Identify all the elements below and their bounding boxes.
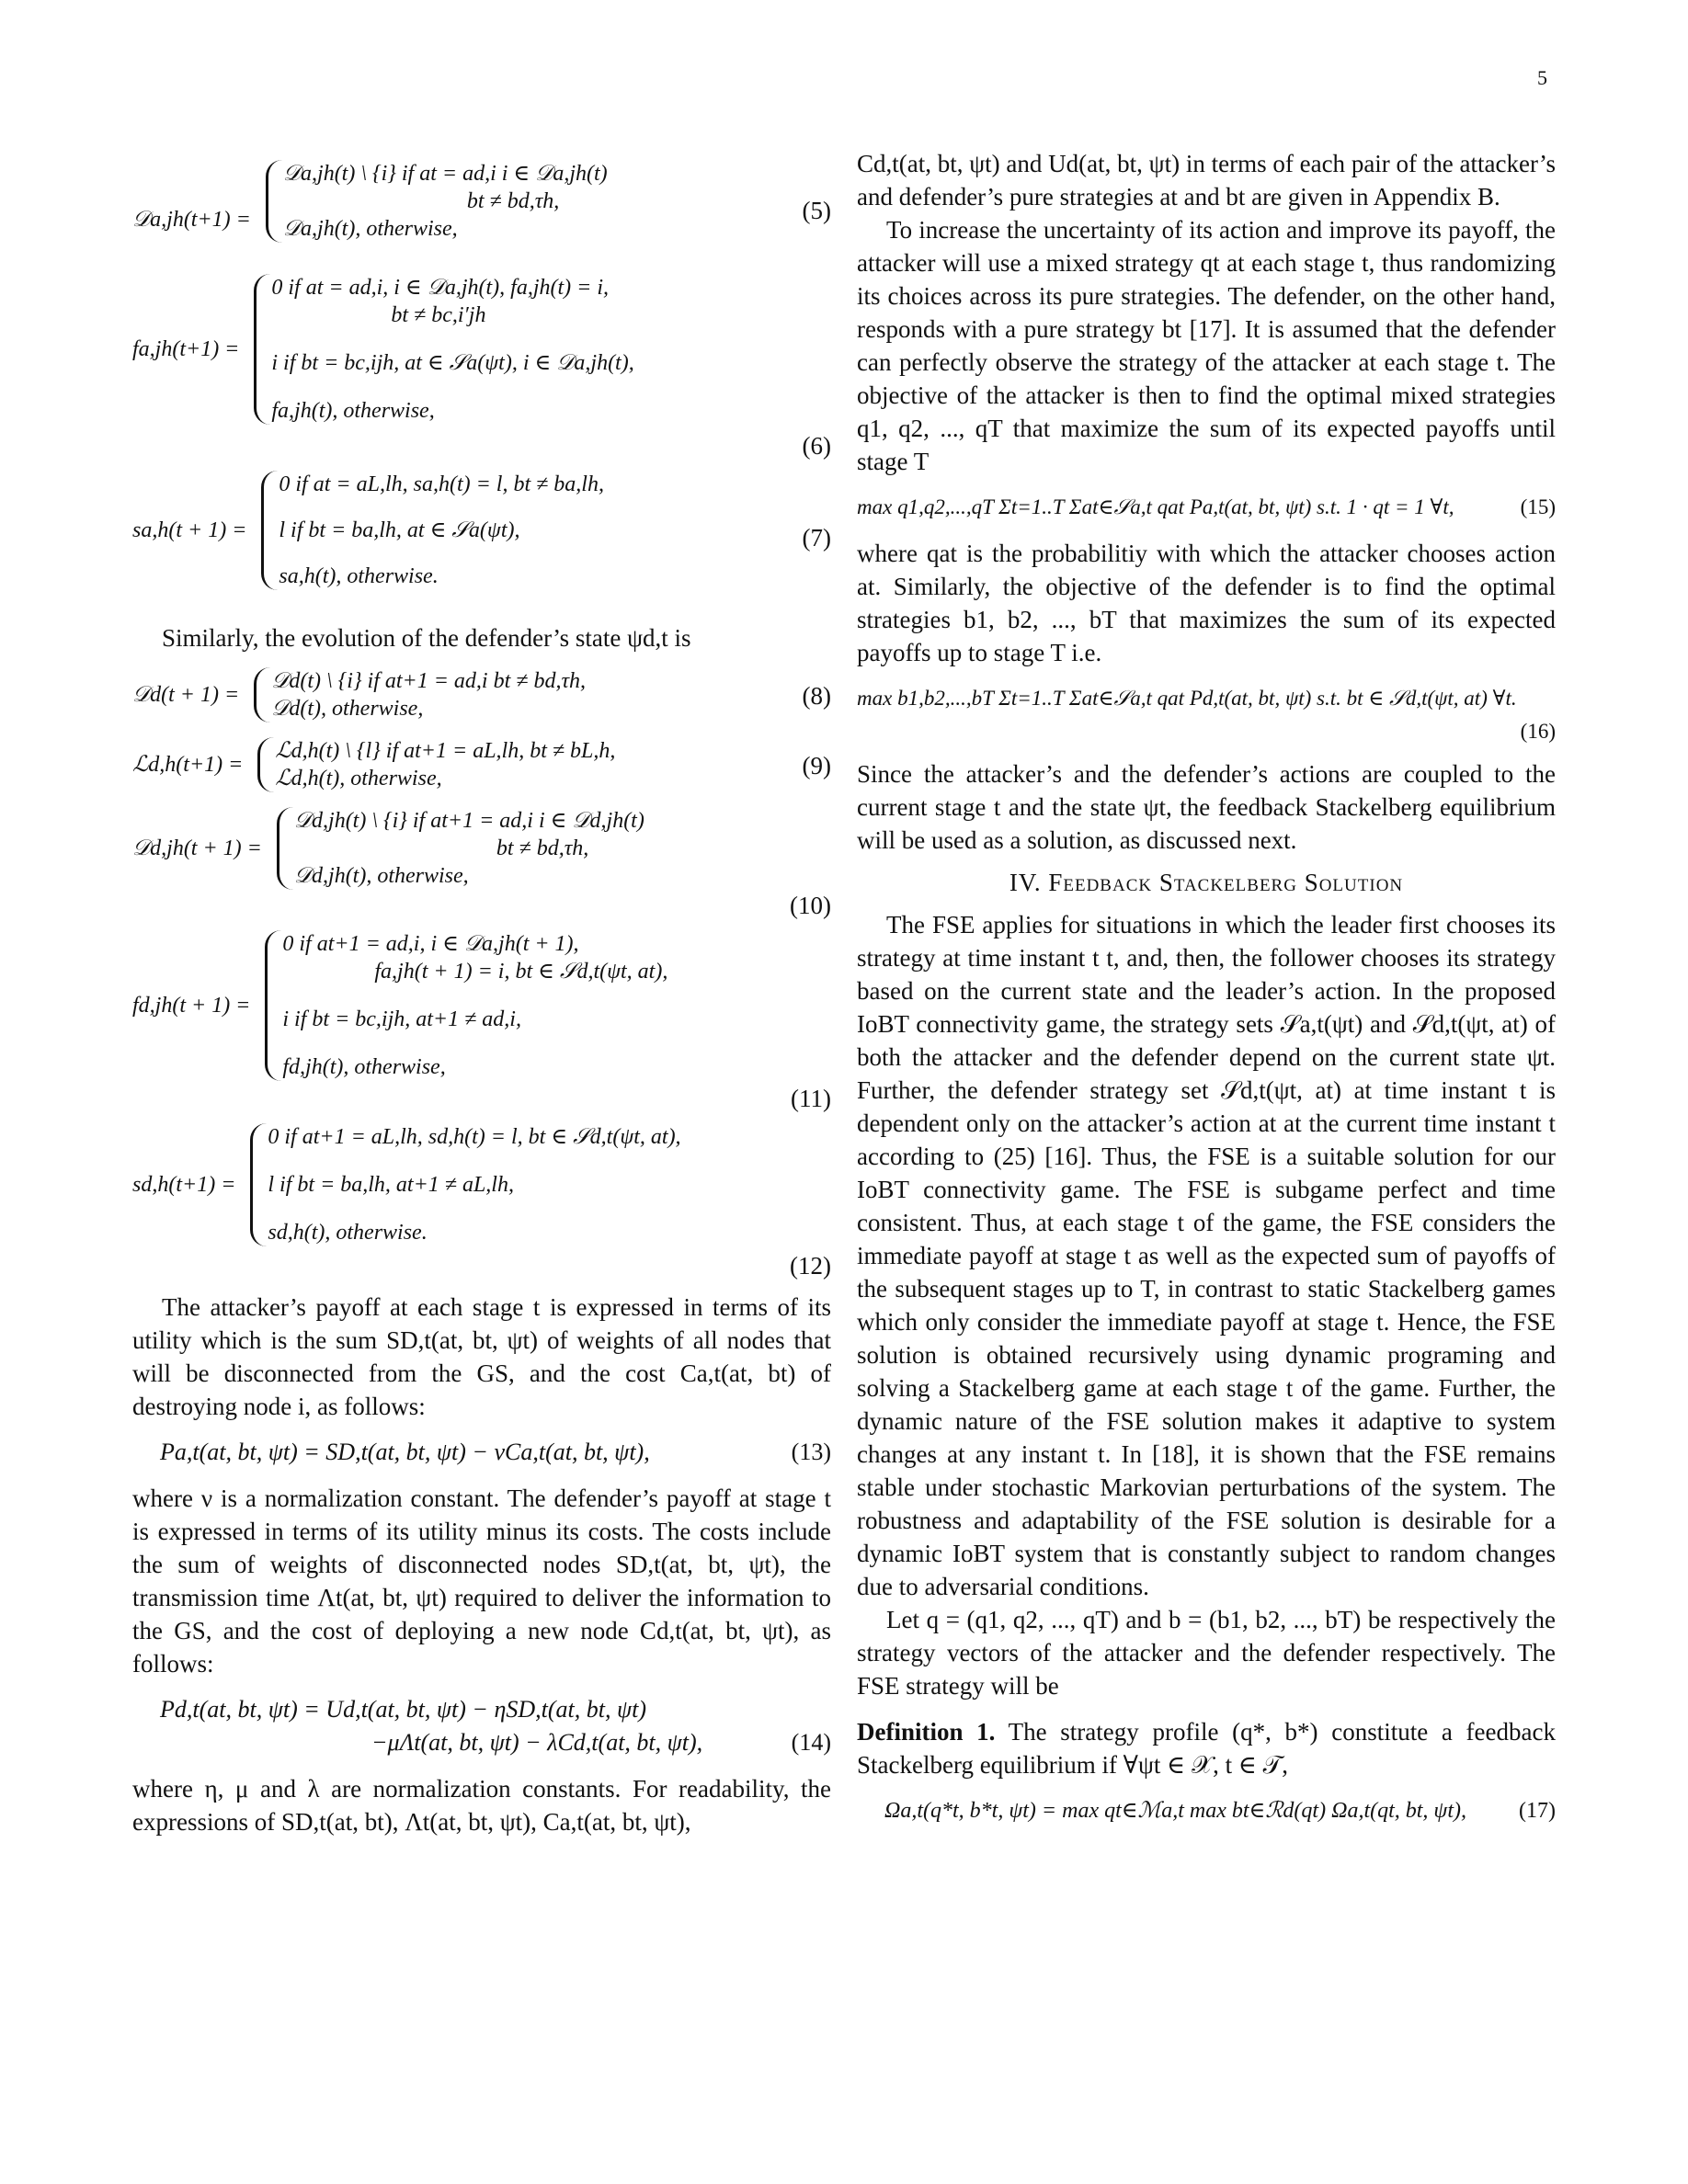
- eq11-row: 0 if at+1 = ad,i, i ∈ 𝒟a,jh(t + 1),: [282, 932, 579, 956]
- eq7-cases: [261, 471, 604, 590]
- equation-16: [857, 682, 1556, 745]
- eq11-number: (11): [791, 1085, 831, 1112]
- eq11-row: fa,jh(t + 1) = i, bt ∈ 𝒮d,t(ψt, at),: [374, 960, 668, 984]
- paragraph-since: Since the attacker’s and the defender’s actions are coupled to the current stage t and the state ψt, the feedback Stackelberg equilibrium will be used as a solution, as discussed next.: [857, 760, 1556, 854]
- eq12-lhs: sd,h(t+1) =: [132, 1173, 236, 1197]
- eq6-number: (6): [802, 432, 831, 460]
- eq8-cases: [254, 667, 586, 722]
- eq10-row: 𝒟d,jh(t), otherwise,: [293, 864, 469, 888]
- definition-text: The strategy profile (q*, b*) constitute a feedback Stackelberg equilibrium if ∀ψt ∈ 𝒳, t ∈ 𝒯,: [857, 1718, 1556, 1779]
- eq5-row: 𝒟a,jh(t) \ {i} if at = ad,i i ∈ 𝒟a,jh(t): [282, 162, 608, 186]
- eq13-number: (13): [791, 1439, 831, 1465]
- paragraph-where-q: where qat is the probabilitiy with which the attacker chooses action at. Similarly, the objective of the defender is to find the optimal strategies b1, b2, ..., bT that maximizes the sum of its expected payoffs up to stage T i.e.: [857, 540, 1556, 666]
- paragraph-attacker-payoff: The attacker’s payoff at each stage t is expressed in terms of its utility which is the sum SD,t(at, bt, ψt) of weights of all nodes that will be disconnected from the GS, and the cost Ca,t(at, bt) of destroying node i, as follows:: [132, 1293, 831, 1420]
- eq9-row: ℒd,h(t), otherwise,: [275, 767, 442, 791]
- eq16-body: max b1,b2,...,bT Σt=1..T Σat∈𝒮a,t qat Pd,t(at, bt, ψt) s.t. bt ∈ 𝒮d,t(ψt, at) ∀t.: [857, 687, 1517, 710]
- eq9-row: ℒd,h(t) \ {l} if at+1 = aL,lh, bt ≠ bL,h,: [275, 739, 616, 763]
- eq14-line2: −μΛt(at, bt, ψt) − λCd,t(at, bt, ψt),: [371, 1729, 703, 1756]
- eq12-number: (12): [790, 1252, 831, 1280]
- eq5-row: 𝒟a,jh(t), otherwise,: [282, 217, 458, 241]
- section-title: IV. Feedback Stackelberg Solution: [1009, 869, 1404, 896]
- equation-9: [132, 737, 831, 794]
- equation-7: [132, 471, 831, 609]
- eq6-lhs: fa,jh(t+1) =: [132, 337, 240, 361]
- eq7-row: l if bt = ba,lh, at ∈ 𝒮a(ψt),: [279, 518, 520, 542]
- eq5-lhs: 𝒟a,jh(t+1) =: [132, 208, 251, 232]
- left-column: [132, 147, 831, 1838]
- eq7-lhs: sa,h(t + 1) =: [132, 518, 247, 542]
- eq6-cases: [254, 274, 633, 425]
- eq11-row: i if bt = bc,ijh, at+1 ≠ ad,i,: [282, 1007, 521, 1031]
- paragraph-let: Let q = (q1, q2, ..., qT) and b = (b1, b2, ..., bT) be respectively the strategy vectors of the attacker and the defender respectively. The FSE strategy will be: [857, 1606, 1556, 1700]
- eq5-cases: [266, 160, 608, 243]
- equation-11: [132, 930, 831, 1110]
- equation-17: [857, 1794, 1556, 1827]
- paragraph-constants: where η, μ and λ are normalization constants. For readability, the expressions of SD,t(at, bt), Λt(at, bt, ψt), Ca,t(at, bt, ψt),: [132, 1775, 831, 1836]
- eq6-row: 0 if at = ad,i, i ∈ 𝒟a,jh(t), fa,jh(t) = i,: [271, 276, 610, 300]
- eq6-row: i if bt = bc,ijh, at ∈ 𝒮a(ψt), i ∈ 𝒟a,jh(t),: [271, 351, 634, 375]
- eq16-number: (16): [1520, 720, 1556, 743]
- right-column: [857, 147, 1556, 1827]
- eq5-number: (5): [802, 197, 831, 224]
- equation-10: [132, 807, 831, 917]
- eq12-cases: [250, 1123, 680, 1246]
- eq15-number: (15): [1520, 495, 1556, 518]
- eq10-row: 𝒟d,jh(t) \ {i} if at+1 = ad,i i ∈ 𝒟d,jh(t): [293, 809, 644, 833]
- eq6-row: bt ≠ bc,i′jh: [391, 303, 486, 327]
- definition-label: Definition 1.: [857, 1718, 996, 1746]
- definition-1: [857, 1715, 1556, 1781]
- eq17-body: Ωa,t(q*t, b*t, ψt) = max qt∈ℳa,t max bt∈ℛd(qt) Ωa,t(qt, bt, ψt),: [884, 1799, 1466, 1823]
- eq6-row: fa,jh(t), otherwise,: [271, 399, 435, 423]
- paragraph-normalization: where ν is a normalization constant. The defender’s payoff at stage t is expressed in terms of its utility minus its costs. The costs include the sum of weights of disconnected nodes SD,t(at, bt, ψt), the transmission time Λt(at, bt, ψt) required to deliver the information to the GS, and the cost of deploying a new node Cd,t(at, bt, ψt), as follows:: [132, 1484, 831, 1678]
- equation-12: [132, 1123, 831, 1278]
- equation-6: [132, 274, 831, 458]
- eq7-number: (7): [802, 524, 831, 552]
- paragraph-mixed-strategy: To increase the uncertainty of its action and improve its payoff, the attacker will use a mixed strategy qt at each stage t, thus randomizing its choices across its pure strategies. The defender, on the other hand, responds with a pure strategy bt [17]. It is assumed that the defender can perfectly observe the strategy of the attacker at each stage t. The objective of the attacker is then to find the optimal mixed strategies q1, q2, ..., qT that maximize the sum of its expected payoffs until stage T: [857, 216, 1556, 475]
- eq5-row: bt ≠ bd,τh,: [466, 189, 560, 213]
- eq14-number: (14): [791, 1729, 831, 1756]
- eq13-body: Pa,t(at, bt, ψt) = SD,t(at, bt, ψt) − νCa,t(at, bt, ψt),: [160, 1439, 650, 1465]
- paragraph-fse: The FSE applies for situations in which the leader first chooses its strategy at time instant t t, and, then, the follower chooses its strategy based on the current state and the leader’s action. In the proposed IoBT connectivity game, the strategy sets 𝒮a,t(ψt) and 𝒮d,t(ψt, at) of both the attacker and the defender depend on the current state ψt. Further, the defender strategy set 𝒮d,t(ψt, at) at time instant t is dependent only on the attacker’s action at at the current time instant t according to (25) [16]. Thus, the FSE is a suitable solution for our IoBT connectivity game. The FSE is subgame perfect and time consistent. Thus, at each stage t of the game, the FSE considers the immediate payoff at stage t as well as the expected sum of payoffs of the subsequent stages up to T, in contrast to static Stackelberg games which only consider the immediate payoff at stage t. Hence, the FSE solution is obtained recursively using dynamic programing and solving a Stackelberg game at each stage t of the game. Further, the dynamic nature of the FSE solution makes it adaptive to system changes at any instant t. In [18], it is shown that the FSE remains stable under stochastic Markovian perturbations of the system. The robustness and adaptability of the FSE solution is desirable for a dynamic IoBT system that is constantly subject to random changes due to adversarial conditions.: [857, 911, 1556, 1600]
- equation-5: [132, 160, 831, 261]
- eq12-row: 0 if at+1 = aL,lh, sd,h(t) = l, bt ∈ 𝒮d,t(ψt, at),: [268, 1125, 681, 1149]
- equation-14: [132, 1693, 831, 1759]
- eq9-number: (9): [802, 752, 831, 779]
- eq9-cases: [257, 737, 615, 792]
- eq12-row: l if bt = ba,lh, at+1 ≠ aL,lh,: [268, 1173, 514, 1197]
- eq7-row: sa,h(t), otherwise.: [279, 564, 439, 588]
- eq8-lhs: 𝒟d(t + 1) =: [132, 683, 240, 707]
- eq8-row: 𝒟d(t) \ {i} if at+1 = ad,i bt ≠ bd,τh,: [271, 669, 587, 693]
- eq15-body: max q1,q2,...,qT Σt=1..T Σat∈𝒮a,t qat Pa,t(at, bt, ψt) s.t. 1 · qt = 1 ∀t,: [857, 495, 1454, 518]
- eq12-row: sd,h(t), otherwise.: [268, 1221, 428, 1245]
- eq10-number: (10): [790, 892, 831, 919]
- paragraph-similarly: Similarly, the evolution of the defender’s state ψd,t is: [162, 624, 691, 652]
- eq17-number: (17): [1519, 1799, 1556, 1823]
- eq14-line1: Pd,t(at, bt, ψt) = Ud,t(at, bt, ψt) − ηSD,t(at, bt, ψt): [160, 1696, 647, 1723]
- equation-8: [132, 667, 831, 724]
- eq8-row: 𝒟d(t), otherwise,: [271, 697, 424, 721]
- eq11-row: fd,jh(t), otherwise,: [282, 1055, 446, 1079]
- equation-15: [857, 491, 1556, 524]
- eq8-number: (8): [802, 682, 831, 710]
- eq11-cases: [265, 930, 667, 1081]
- eq7-row: 0 if at = aL,lh, sa,h(t) = l, bt ≠ ba,lh,: [279, 472, 604, 496]
- eq11-lhs: fd,jh(t + 1) =: [132, 994, 251, 1018]
- eq9-lhs: ℒd,h(t+1) =: [132, 753, 244, 777]
- eq10-cases: [277, 807, 644, 890]
- eq10-lhs: 𝒟d,jh(t + 1) =: [132, 836, 262, 860]
- page-number: 5: [1537, 66, 1547, 89]
- equation-13: [132, 1436, 831, 1469]
- paragraph-appendix: Cd,t(at, bt, ψt) and Ud(at, bt, ψt) in terms of each pair of the attacker’s and defender’s pure strategies at and bt are given in Appendix B.: [857, 150, 1556, 210]
- eq10-row: bt ≠ bd,τh,: [496, 836, 589, 860]
